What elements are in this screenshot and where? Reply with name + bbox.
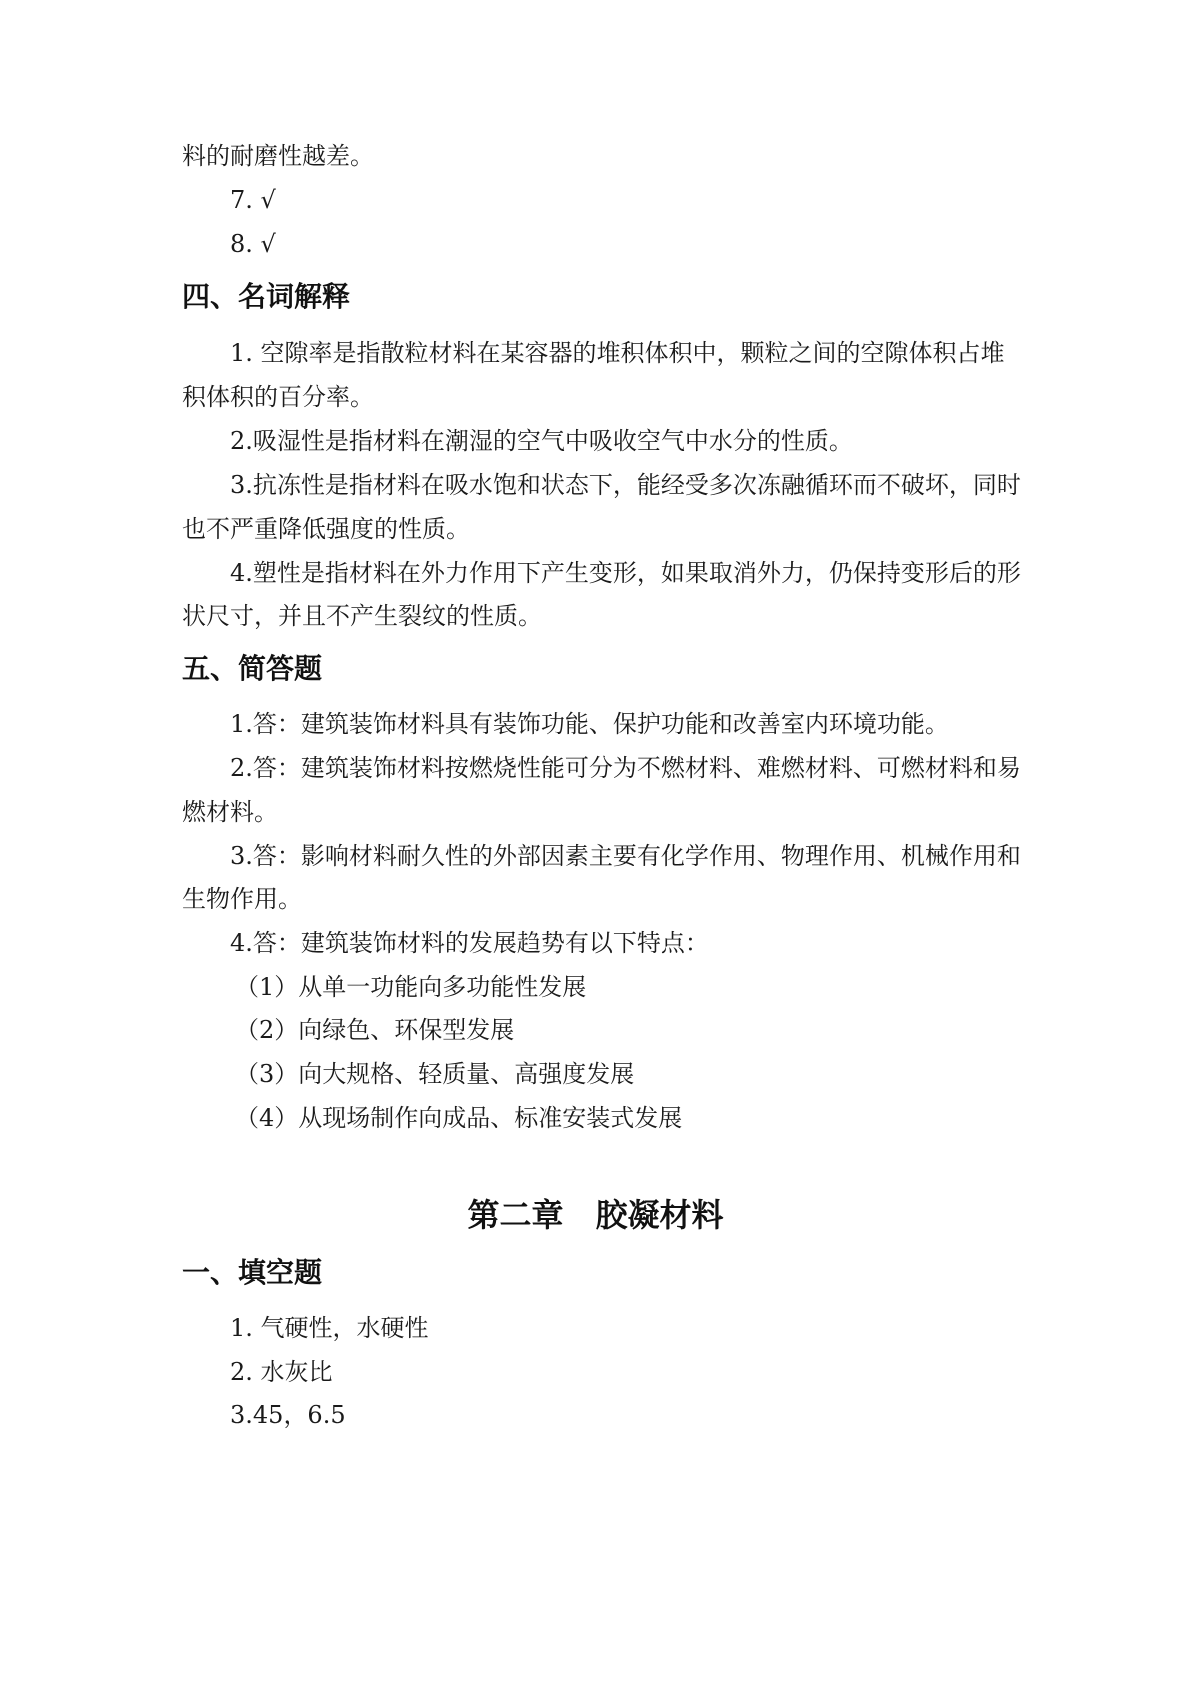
section-heading-fill-in-blanks: 一、填空题 bbox=[182, 1256, 323, 1289]
definition-4-line-1: 4.塑性是指材料在外力作用下产生变形，如果取消外力，仍保持变形后的形 bbox=[230, 559, 1021, 587]
chapter-title: 第二章 胶凝材料 bbox=[467, 1196, 724, 1234]
short-answer-2-line-1: 2.答：建筑装饰材料按燃烧性能可分为不燃材料、难燃材料、可燃材料和易 bbox=[230, 754, 1021, 782]
short-answer-1: 1.答：建筑装饰材料具有装饰功能、保护功能和改善室内环境功能。 bbox=[230, 710, 949, 738]
definition-3-line-2: 也不严重降低强度的性质。 bbox=[182, 515, 470, 543]
answer-item-7: 7. √ bbox=[230, 186, 276, 214]
answer-item-8: 8. √ bbox=[230, 230, 276, 258]
definition-1-line-1: 1. 空隙率是指散粒材料在某容器的堆积体积中，颗粒之间的空隙体积占堆 bbox=[230, 339, 1005, 367]
trend-point-2: （2）向绿色、环保型发展 bbox=[235, 1016, 515, 1044]
definition-1-line-2: 积体积的百分率。 bbox=[182, 383, 374, 411]
section-heading-term-definitions: 四、名词解释 bbox=[182, 280, 351, 313]
definition-4-line-2: 状尺寸，并且不产生裂纹的性质。 bbox=[182, 602, 542, 630]
fill-answer-3: 3.45，6.5 bbox=[230, 1401, 346, 1429]
short-answer-2-line-2: 燃材料。 bbox=[182, 798, 278, 826]
trend-point-3: （3）向大规格、轻质量、高强度发展 bbox=[235, 1060, 635, 1088]
short-answer-3-line-2: 生物作用。 bbox=[182, 885, 302, 913]
text-line: 料的耐磨性越差。 bbox=[182, 142, 374, 170]
definition-3-line-1: 3.抗冻性是指材料在吸水饱和状态下，能经受多次冻融循环而不破坏，同时 bbox=[230, 471, 1021, 499]
trend-point-4: （4）从现场制作向成品、标准安装式发展 bbox=[235, 1104, 683, 1132]
section-heading-short-answer: 五、简答题 bbox=[182, 652, 323, 685]
fill-answer-2: 2. 水灰比 bbox=[230, 1358, 333, 1386]
short-answer-3-line-1: 3.答：影响材料耐久性的外部因素主要有化学作用、物理作用、机械作用和 bbox=[230, 842, 1021, 870]
fill-answer-1: 1. 气硬性，水硬性 bbox=[230, 1314, 429, 1342]
short-answer-4: 4.答：建筑装饰材料的发展趋势有以下特点： bbox=[230, 929, 709, 957]
definition-2: 2.吸湿性是指材料在潮湿的空气中吸收空气中水分的性质。 bbox=[230, 427, 853, 455]
trend-point-1: （1）从单一功能向多功能性发展 bbox=[235, 973, 587, 1001]
